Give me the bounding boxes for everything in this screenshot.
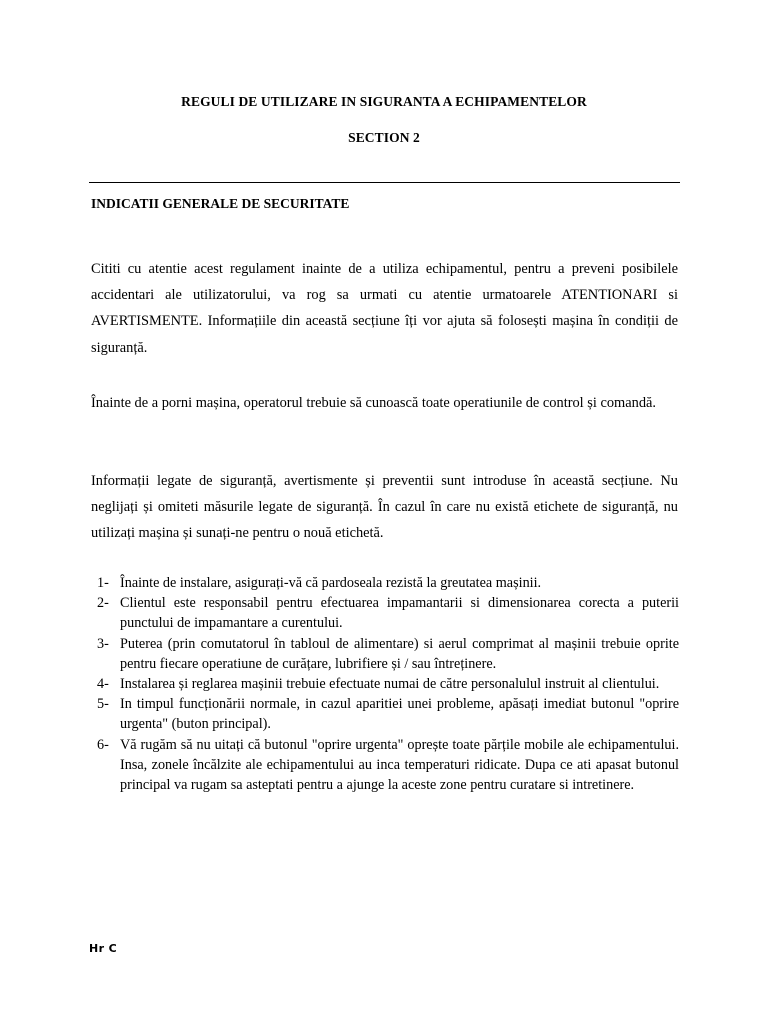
list-item bbox=[91, 694, 679, 734]
list-item-text: Clientul este responsabil pentru efectuarea impamantarii si dimensionarea corecta a puterii punctului de impamantare a curentului. bbox=[120, 595, 679, 632]
list-item-number: 5- bbox=[97, 696, 109, 713]
list-item-text: Instalarea și reglarea mașinii trebuie efectuate numai de către personalulul instruit al clientului. bbox=[120, 676, 660, 693]
list-item-number: 3- bbox=[97, 635, 109, 652]
section-heading: INDICATII GENERALE DE SECURITATE bbox=[91, 196, 350, 211]
list-item-number: 6- bbox=[97, 736, 109, 753]
list-item bbox=[91, 593, 679, 633]
list-item-number: 2- bbox=[97, 595, 109, 612]
list-item bbox=[91, 674, 679, 694]
paragraph-before-start: Înainte de a porni mașina, operatorul trebuie să cunoască toate operatiunile de control și comandă. bbox=[91, 395, 657, 411]
safety-rules-list bbox=[91, 573, 679, 795]
footer-label: Hr C bbox=[89, 942, 118, 955]
paragraph-intro: Cititi cu atentie acest regulament inainte de a utiliza echipamentul, pentru a preveni posibilele accidentari ale utilizatorului, va rog sa urmati cu atentie urmatoarele ATENTIONARI si AVERTISMENTE. Informațiile din această secțiune îți vor ajuta să folosești mașina în condiții de siguranță. bbox=[91, 261, 678, 356]
list-item bbox=[91, 735, 679, 796]
list-item-text: Înainte de instalare, asigurați-vă că pardoseala rezistă la greutatea mașinii. bbox=[120, 575, 542, 591]
list-item-number: 1- bbox=[97, 575, 109, 591]
list-item-text: Vă rugăm să nu uitați că butonul "oprire urgenta" oprește toate părțile mobile ale echipamentului. Insa, zonele încălzite ale echipamentului au inca temperaturi ridicate. Dupa ce ati apasat butonul principal va rugam sa asteptati pentru a ajunge la aceste zone pentru curatare si intretinere. bbox=[120, 736, 679, 794]
section-label: SECTION 2 bbox=[348, 130, 420, 145]
list-item-text: Puterea (prin comutatorul în tabloul de alimentare) si aerul comprimat al mașinii trebuie oprite pentru fiecare operatiune de curățare, lubrifiere și / sau întreținere. bbox=[120, 635, 679, 672]
list-item bbox=[91, 573, 679, 593]
list-item bbox=[91, 634, 679, 674]
list-item-number: 4- bbox=[97, 676, 109, 693]
paragraph-safety-info: Informații legate de siguranță, avertismente și preventii sunt introduse în această secțiune. Nu neglijați și omiteti măsurile legate de siguranță. În cazul în care nu există etichete de siguranță, nu utilizați mașina și sunați-ne pentru o nouă etichetă. bbox=[91, 473, 678, 542]
document-title: REGULI DE UTILIZARE IN SIGURANTA A ECHIPAMENTELOR bbox=[181, 94, 587, 109]
list-item-text: In timpul funcționării normale, in cazul aparitiei unei probleme, apăsați imediat butonul "oprire urgenta" (buton principal). bbox=[120, 696, 679, 733]
horizontal-rule bbox=[89, 182, 680, 183]
